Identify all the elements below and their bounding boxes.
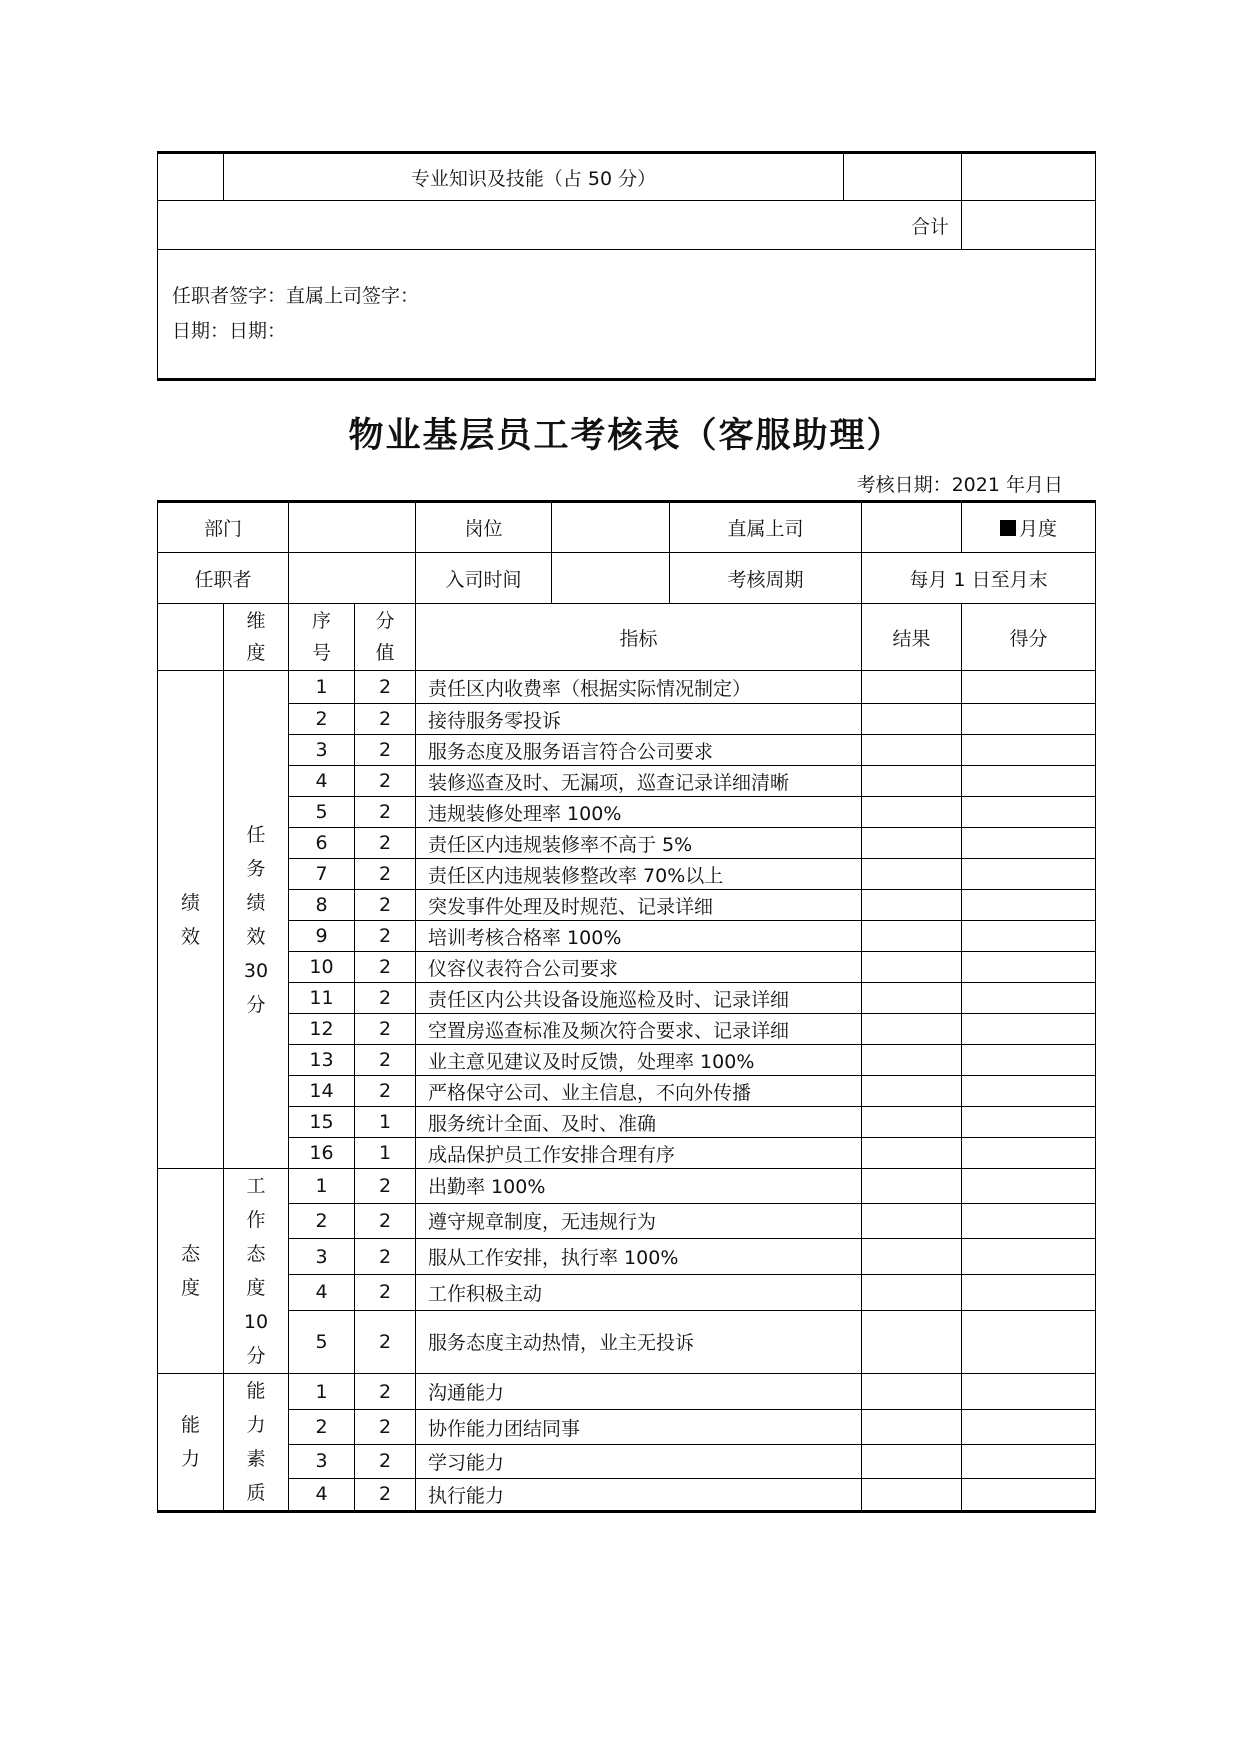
score-value-cell: 2 (355, 704, 416, 735)
score-value-cell: 2 (355, 1169, 416, 1204)
result-cell[interactable] (862, 797, 962, 828)
table-row (158, 797, 1096, 828)
score-cell[interactable] (962, 1478, 1096, 1511)
indicator-cell: 装修巡查及时、无漏项，巡查记录详细清晰 (416, 766, 862, 797)
indicator-cell: 成品保护员工作安排合理有序 (416, 1138, 862, 1169)
seq-cell: 7 (289, 859, 355, 890)
result-cell[interactable] (862, 983, 962, 1014)
table-row (158, 1374, 1096, 1410)
employee-label: 任职者 (158, 553, 289, 604)
category-header-cell (158, 604, 224, 671)
score-cell[interactable] (962, 1169, 1096, 1204)
score-value-cell: 2 (355, 952, 416, 983)
dimension-char: 态 (246, 1243, 266, 1265)
score-cell[interactable] (962, 890, 1096, 921)
dept-value-cell[interactable] (289, 502, 416, 553)
indicator-cell: 服务统计全面、及时、准确 (416, 1107, 862, 1138)
result-cell[interactable] (862, 1310, 962, 1373)
checked-square-icon (1000, 520, 1016, 536)
dimension-char: 务 (246, 857, 266, 880)
indicator-cell: 遵守规章制度，无违规行为 (416, 1203, 862, 1239)
score-cell[interactable] (962, 1274, 1096, 1310)
score-value-cell: 2 (355, 1274, 416, 1310)
seq-cell: 8 (289, 890, 355, 921)
score-value-cell: 1 (355, 1138, 416, 1169)
indicator-cell: 沟通能力 (416, 1374, 862, 1410)
result-cell[interactable] (862, 1014, 962, 1045)
result-cell[interactable] (862, 890, 962, 921)
score-cell[interactable] (962, 1138, 1096, 1169)
seq-cell: 1 (289, 1374, 355, 1410)
table-row (158, 766, 1096, 797)
signature-line: 任职者签字：直属上司签字： (172, 285, 420, 307)
result-cell[interactable] (862, 766, 962, 797)
seq-cell: 9 (289, 921, 355, 952)
score-value-cell: 2 (355, 890, 416, 921)
table-row (158, 1478, 1096, 1511)
post-value-cell[interactable] (552, 502, 670, 553)
indicator-cell: 接待服务零投诉 (416, 704, 862, 735)
indicator-cell: 服从工作安排，执行率 100% (416, 1239, 862, 1275)
result-cell[interactable] (862, 1239, 962, 1275)
score-header: 得分 (962, 604, 1096, 671)
score-cell[interactable] (962, 766, 1096, 797)
indicator-cell: 责任区内收费率（根据实际情况制定） (416, 671, 862, 704)
score-value-cell: 2 (355, 1014, 416, 1045)
dimension-header (224, 604, 289, 671)
score-value-cell: 2 (355, 921, 416, 952)
seq-cell: 15 (289, 1107, 355, 1138)
score-value-header-char: 值 (375, 642, 395, 664)
blank-cell (158, 153, 224, 201)
seq-header-char: 序 (312, 610, 332, 632)
indicator-cell: 业主意见建议及时反馈，处理率 100% (416, 1045, 862, 1076)
table-row (158, 1410, 1096, 1444)
table-row (158, 828, 1096, 859)
total-label: 合计 (158, 201, 962, 250)
skills-label: 专业知识及技能（占 50 分） (224, 153, 844, 201)
seq-cell: 3 (289, 1444, 355, 1478)
score-value-cell: 2 (355, 1239, 416, 1275)
seq-cell: 11 (289, 983, 355, 1014)
score-value-header (355, 604, 416, 671)
seq-cell: 4 (289, 1274, 355, 1310)
seq-cell: 1 (289, 671, 355, 704)
table-row (158, 1239, 1096, 1275)
category-char: 效 (180, 925, 200, 948)
score-cell[interactable] (962, 1444, 1096, 1478)
score-cell[interactable] (962, 704, 1096, 735)
seq-header-char: 号 (312, 642, 332, 664)
indicator-cell: 违规装修处理率 100% (416, 797, 862, 828)
indicator-cell: 服务态度及服务语言符合公司要求 (416, 735, 862, 766)
result-cell[interactable] (862, 828, 962, 859)
score-cell[interactable] (962, 1076, 1096, 1107)
score-value-cell: 2 (355, 1444, 416, 1478)
dimension-char: 素 (246, 1448, 266, 1470)
result-cell[interactable] (862, 1107, 962, 1138)
seq-header (289, 604, 355, 671)
dimension-char: 30 (243, 959, 269, 982)
indicator-cell: 服务态度主动热情，业主无投诉 (416, 1310, 862, 1373)
table-row (158, 1014, 1096, 1045)
score-value-cell: 1 (355, 1107, 416, 1138)
score-cell[interactable] (962, 952, 1096, 983)
score-cell[interactable] (962, 735, 1096, 766)
table-row (158, 1203, 1096, 1239)
result-cell[interactable] (862, 1076, 962, 1107)
score-cell[interactable] (962, 921, 1096, 952)
dept-label: 部门 (158, 502, 289, 553)
indicator-cell: 责任区内公共设备设施巡检及时、记录详细 (416, 983, 862, 1014)
seq-cell: 13 (289, 1045, 355, 1076)
table-row (158, 735, 1096, 766)
result-cell[interactable] (862, 1203, 962, 1239)
result-cell[interactable] (862, 1444, 962, 1478)
indicator-cell: 责任区内违规装修率不高于 5% (416, 828, 862, 859)
result-cell[interactable] (862, 1045, 962, 1076)
evaluation-table (157, 500, 1096, 1513)
employee-value-cell[interactable] (289, 553, 416, 604)
result-cell[interactable] (862, 704, 962, 735)
signature-section (158, 250, 1096, 380)
table-row (158, 859, 1096, 890)
seq-cell: 16 (289, 1138, 355, 1169)
seq-cell: 6 (289, 828, 355, 859)
category-cell (158, 1374, 224, 1512)
category-char: 度 (180, 1277, 200, 1299)
result-cell[interactable] (862, 1138, 962, 1169)
seq-cell: 2 (289, 704, 355, 735)
dimension-char: 度 (246, 1277, 266, 1299)
seq-cell: 10 (289, 952, 355, 983)
result-cell[interactable] (862, 1478, 962, 1511)
dimension-cell (224, 1374, 289, 1512)
dimension-char: 任 (246, 823, 266, 846)
score-cell[interactable] (962, 671, 1096, 704)
table-row (158, 1045, 1096, 1076)
table-row (158, 1107, 1096, 1138)
table-row (158, 671, 1096, 704)
dimension-char: 绩 (246, 891, 266, 914)
supervisor-label: 直属上司 (670, 502, 862, 553)
seq-cell: 14 (289, 1076, 355, 1107)
dimension-char: 能 (246, 1380, 266, 1402)
seq-cell: 12 (289, 1014, 355, 1045)
category-char: 绩 (180, 891, 200, 914)
monthly-checkbox[interactable] (962, 502, 1096, 553)
supervisor-value-cell[interactable] (862, 502, 962, 553)
result-cell[interactable] (862, 671, 962, 704)
score-cell[interactable] (962, 1203, 1096, 1239)
dimension-cell (224, 1169, 289, 1374)
category-cell (158, 671, 224, 1169)
join-time-value-cell[interactable] (552, 553, 670, 604)
join-time-label: 入司时间 (416, 553, 552, 604)
dimension-char: 工 (246, 1175, 266, 1197)
score-cell[interactable] (962, 797, 1096, 828)
table-row (158, 1274, 1096, 1310)
score-value-cell: 2 (355, 1076, 416, 1107)
dimension-char: 质 (246, 1482, 266, 1504)
indicator-cell: 严格保守公司、业主信息，不向外传播 (416, 1076, 862, 1107)
indicator-cell: 学习能力 (416, 1444, 862, 1478)
score-cell[interactable] (962, 1410, 1096, 1444)
table-row (158, 983, 1096, 1014)
evaluation-date: 考核日期：2021 年月日 (856, 474, 1063, 496)
indicator-cell: 协作能力团结同事 (416, 1410, 862, 1444)
monthly-label: 月度 (1019, 518, 1058, 540)
indicator-cell: 空置房巡查标准及频次符合要求、记录详细 (416, 1014, 862, 1045)
score-cell[interactable] (962, 859, 1096, 890)
table-row (158, 1444, 1096, 1478)
score-value-cell: 2 (355, 1478, 416, 1511)
total-score-cell[interactable] (962, 201, 1096, 250)
dimension-char: 作 (246, 1209, 266, 1231)
result-cell[interactable] (862, 1274, 962, 1310)
score-value-cell: 2 (355, 766, 416, 797)
result-cell[interactable] (862, 1374, 962, 1410)
table-row (158, 1138, 1096, 1169)
indicator-cell: 培训考核合格率 100% (416, 921, 862, 952)
score-cell[interactable] (962, 1014, 1096, 1045)
indicator-cell: 仪容仪表符合公司要求 (416, 952, 862, 983)
score-value-cell: 2 (355, 1374, 416, 1410)
dimension-header-char: 度 (246, 642, 266, 664)
date-line: 日期：日期： (172, 320, 287, 342)
indicator-cell: 工作积极主动 (416, 1274, 862, 1310)
result-cell[interactable] (862, 1410, 962, 1444)
dimension-char: 10 (243, 1311, 269, 1333)
indicator-cell: 突发事件处理及时规范、记录详细 (416, 890, 862, 921)
score-value-cell: 2 (355, 1310, 416, 1373)
skills-result-cell[interactable] (844, 153, 962, 201)
score-value-cell: 2 (355, 735, 416, 766)
score-value-cell: 2 (355, 671, 416, 704)
result-cell[interactable] (862, 952, 962, 983)
score-value-cell: 2 (355, 1410, 416, 1444)
result-cell[interactable] (862, 921, 962, 952)
indicator-cell: 执行能力 (416, 1478, 862, 1511)
score-value-cell: 2 (355, 828, 416, 859)
score-cell[interactable] (962, 1310, 1096, 1373)
result-cell[interactable] (862, 1169, 962, 1204)
score-value-cell: 2 (355, 983, 416, 1014)
column-header-row (158, 604, 1096, 671)
table-row (158, 1310, 1096, 1373)
dimension-char: 分 (246, 993, 266, 1016)
result-cell[interactable] (862, 735, 962, 766)
seq-cell: 2 (289, 1410, 355, 1444)
table-row (158, 704, 1096, 735)
score-cell[interactable] (962, 1374, 1096, 1410)
category-cell (158, 1169, 224, 1374)
post-label: 岗位 (416, 502, 552, 553)
table-row (158, 1076, 1096, 1107)
result-header: 结果 (862, 604, 962, 671)
table-row (158, 921, 1096, 952)
seq-cell: 4 (289, 766, 355, 797)
seq-cell: 5 (289, 1310, 355, 1373)
score-value-cell: 2 (355, 1203, 416, 1239)
category-char: 态 (180, 1243, 200, 1265)
skills-score-cell[interactable] (962, 153, 1096, 201)
table-row (158, 890, 1096, 921)
result-cell[interactable] (862, 859, 962, 890)
page-title: 物业基层员工考核表（客服助理） (348, 415, 904, 456)
score-value-cell: 2 (355, 859, 416, 890)
dimension-cell (224, 671, 289, 1169)
seq-cell: 3 (289, 735, 355, 766)
table-row (158, 952, 1096, 983)
cycle-value: 每月 1 日至月末 (862, 553, 1096, 604)
table-row (158, 1169, 1096, 1204)
seq-cell: 4 (289, 1478, 355, 1511)
cycle-label: 考核周期 (670, 553, 862, 604)
seq-cell: 2 (289, 1203, 355, 1239)
indicator-header: 指标 (416, 604, 862, 671)
category-char: 能 (180, 1414, 200, 1436)
score-cell[interactable] (962, 1107, 1096, 1138)
top-summary-table (157, 151, 1096, 381)
indicator-cell: 责任区内违规装修整改率 70%以上 (416, 859, 862, 890)
seq-cell: 1 (289, 1169, 355, 1204)
seq-cell: 5 (289, 797, 355, 828)
dimension-char: 效 (246, 925, 266, 948)
seq-cell: 3 (289, 1239, 355, 1275)
score-cell[interactable] (962, 1045, 1096, 1076)
score-value-cell: 2 (355, 797, 416, 828)
dimension-char: 分 (246, 1345, 266, 1367)
dimension-char: 力 (246, 1414, 266, 1436)
score-value-cell: 2 (355, 1045, 416, 1076)
dimension-header-char: 维 (246, 610, 266, 632)
score-cell[interactable] (962, 1239, 1096, 1275)
score-cell[interactable] (962, 828, 1096, 859)
indicator-cell: 出勤率 100% (416, 1169, 862, 1204)
category-char: 力 (180, 1448, 200, 1470)
score-cell[interactable] (962, 983, 1096, 1014)
score-value-header-char: 分 (375, 610, 395, 632)
